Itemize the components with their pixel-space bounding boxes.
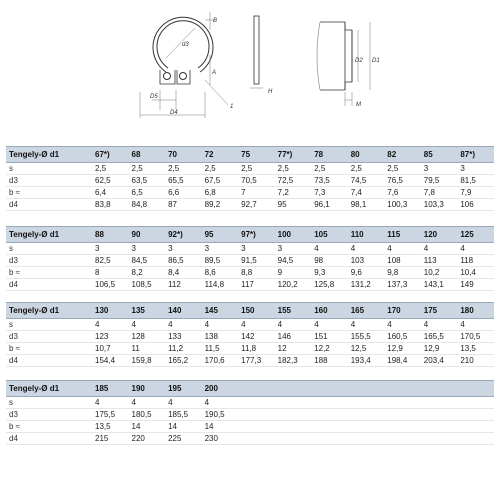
header-cell: 110 <box>348 227 385 243</box>
table-cell: 12,5 <box>348 343 385 355</box>
table-cell: 143,1 <box>421 279 458 291</box>
table-cell: 7,3 <box>311 187 348 199</box>
table-cell: 2,5 <box>165 163 202 175</box>
header-cell: 150 <box>238 303 275 319</box>
table-cell: 4 <box>421 243 458 255</box>
table-cell: 98,1 <box>348 199 385 211</box>
header-cell: 97*) <box>238 227 275 243</box>
header-cell: 115 <box>384 227 421 243</box>
table-row <box>6 421 494 433</box>
table-cell: 106,5 <box>92 279 129 291</box>
header-cell: Tengely-Ø d1 <box>6 147 92 163</box>
table-row <box>6 279 494 291</box>
table-cell: 220 <box>129 433 166 445</box>
table-cell: 114,8 <box>202 279 239 291</box>
dim-label-d5: D5 <box>150 94 158 100</box>
table-cell: 4 <box>238 319 275 331</box>
lug-hole-right <box>180 73 187 80</box>
table-cell: 112 <box>165 279 202 291</box>
table-cell: 2,5 <box>92 163 129 175</box>
table-cell: 128 <box>129 331 166 343</box>
table-cell: 14 <box>165 421 202 433</box>
table-cell: 73,5 <box>311 175 348 187</box>
table-cell: 215 <box>92 433 129 445</box>
table-cell: 96,1 <box>311 199 348 211</box>
table-cell: 94,5 <box>275 255 312 267</box>
spec-table-4 <box>6 380 494 445</box>
header-cell: 82 <box>384 147 421 163</box>
row-label: b ≈ <box>6 421 92 433</box>
table-cell: 84,5 <box>129 255 166 267</box>
table-cell: 7,2 <box>275 187 312 199</box>
header-cell: 130 <box>92 303 129 319</box>
table-cell: 3 <box>92 243 129 255</box>
table-cell: 4 <box>92 397 129 409</box>
header-cell: 67*) <box>92 147 129 163</box>
table-cell: 12 <box>275 343 312 355</box>
table-cell: 92,7 <box>238 199 275 211</box>
table-cell: 83,8 <box>92 199 129 211</box>
table-cell: 10,7 <box>92 343 129 355</box>
table-cell: 118 <box>457 255 494 267</box>
header-cell: 140 <box>165 303 202 319</box>
table-cell: 193,4 <box>348 355 385 367</box>
table-cell: 113 <box>421 255 458 267</box>
header-cell: 92*) <box>165 227 202 243</box>
spec-table-2 <box>6 226 494 291</box>
row-label: s <box>6 163 92 175</box>
dim-label-b: B <box>213 18 218 24</box>
table-cell: 160,5 <box>384 331 421 343</box>
table-cell: 4 <box>202 319 239 331</box>
table-cell: 106 <box>457 199 494 211</box>
table-cell: 177,3 <box>238 355 275 367</box>
table-cell: 146 <box>275 331 312 343</box>
table-cell: 8,6 <box>202 267 239 279</box>
table-cell: 11,8 <box>238 343 275 355</box>
table-header-row <box>6 303 494 319</box>
header-cell: 155 <box>275 303 312 319</box>
header-cell: 135 <box>129 303 166 319</box>
header-cell: 78 <box>311 147 348 163</box>
table-cell: 67,5 <box>202 175 239 187</box>
row-label: d4 <box>6 355 92 367</box>
table-cell: 4 <box>165 319 202 331</box>
table-cell: 165,5 <box>421 331 458 343</box>
table-cell: 182,3 <box>275 355 312 367</box>
table-cell: 98 <box>311 255 348 267</box>
table-cell: 175,5 <box>92 409 129 421</box>
table-cell: 2,5 <box>202 163 239 175</box>
table-cell: 131,2 <box>348 279 385 291</box>
table-cell: 84,8 <box>129 199 166 211</box>
table-cell: 14 <box>129 421 166 433</box>
header-cell: 85 <box>421 147 458 163</box>
table-cell: 2,5 <box>384 163 421 175</box>
dimension-lines <box>140 12 228 118</box>
table-row <box>6 163 494 175</box>
header-cell: 175 <box>421 303 458 319</box>
table-cell: 7,6 <box>384 187 421 199</box>
row-label: b ≈ <box>6 343 92 355</box>
table-cell: 65,5 <box>165 175 202 187</box>
table-cell: 12,2 <box>311 343 348 355</box>
table-cell: 91,5 <box>238 255 275 267</box>
table-cell: 3 <box>421 163 458 175</box>
technical-drawing <box>0 0 500 150</box>
table-row <box>6 409 494 421</box>
header-cell: 180 <box>457 303 494 319</box>
table-cell: 6,5 <box>129 187 166 199</box>
table-cell: 3 <box>129 243 166 255</box>
row-label: d4 <box>6 279 92 291</box>
header-cell: 125 <box>457 227 494 243</box>
table-cell: 4 <box>92 319 129 331</box>
table-cell: 7,8 <box>421 187 458 199</box>
table-cell: 142 <box>238 331 275 343</box>
table-cell: 8,4 <box>165 267 202 279</box>
table-row <box>6 433 494 445</box>
header-cell: 90 <box>129 227 166 243</box>
table-cell: 4 <box>457 243 494 255</box>
header-cell: 120 <box>421 227 458 243</box>
row-label: s <box>6 319 92 331</box>
header-cell: 165 <box>348 303 385 319</box>
table-cell: 159,8 <box>129 355 166 367</box>
table-cell: 9,6 <box>348 267 385 279</box>
table-cell: 11 <box>129 343 166 355</box>
row-label: d4 <box>6 199 92 211</box>
table-cell: 2,5 <box>348 163 385 175</box>
table-cell: 12,9 <box>421 343 458 355</box>
table-cell: 170,6 <box>202 355 239 367</box>
table-row <box>6 199 494 211</box>
table-cell: 2,5 <box>238 163 275 175</box>
table-cell: 10,2 <box>421 267 458 279</box>
table-cell: 2,5 <box>129 163 166 175</box>
table-cell: 120,2 <box>275 279 312 291</box>
table-cell: 4 <box>384 243 421 255</box>
header-cell: Tengely-Ø d1 <box>6 303 92 319</box>
table-row <box>6 319 494 331</box>
table-cell: 3 <box>238 243 275 255</box>
table-cell: 4 <box>129 319 166 331</box>
row-label: b ≈ <box>6 187 92 199</box>
dim-label-h: H <box>268 89 273 95</box>
table-cell: 138 <box>202 331 239 343</box>
circlip-side-view <box>250 16 263 88</box>
table-cell: 4 <box>457 319 494 331</box>
table-cell: 8 <box>92 267 129 279</box>
table-row <box>6 243 494 255</box>
table-cell: 13,5 <box>457 343 494 355</box>
spec-table-1 <box>6 146 494 211</box>
dim-label-1: 1 <box>230 104 234 110</box>
table-header-row <box>6 227 494 243</box>
header-cell: 170 <box>384 303 421 319</box>
table-cell: 133 <box>165 331 202 343</box>
table-cell: 123 <box>92 331 129 343</box>
table-cell: 82,5 <box>92 255 129 267</box>
header-cell: 72 <box>202 147 239 163</box>
header-cell: 190 <box>129 381 166 397</box>
table-cell: 79,5 <box>421 175 458 187</box>
table-cell: 125,8 <box>311 279 348 291</box>
header-cell: 70 <box>165 147 202 163</box>
table-cell: 4 <box>275 319 312 331</box>
table-cell: 2,5 <box>311 163 348 175</box>
table-cell: 13,5 <box>92 421 129 433</box>
table-cell: 225 <box>165 433 202 445</box>
table-cell: 7,4 <box>348 187 385 199</box>
table-cell: 11,5 <box>202 343 239 355</box>
table-cell: 74,5 <box>348 175 385 187</box>
table-cell: 62,5 <box>92 175 129 187</box>
table-cell: 117 <box>238 279 275 291</box>
header-cell: 145 <box>202 303 239 319</box>
table-row <box>6 343 494 355</box>
row-label: d4 <box>6 433 92 445</box>
table-cell: 108,5 <box>129 279 166 291</box>
header-cell: 185 <box>92 381 129 397</box>
table-row <box>6 187 494 199</box>
header-cell: 77*) <box>275 147 312 163</box>
table-row <box>6 355 494 367</box>
table-cell: 89,5 <box>202 255 239 267</box>
dim-label-d2: D2 <box>355 58 363 64</box>
dim-label-m: M <box>356 102 361 108</box>
header-cell: 200 <box>202 381 239 397</box>
table-cell: 3 <box>457 163 494 175</box>
header-cell: 195 <box>165 381 202 397</box>
header-cell: 160 <box>311 303 348 319</box>
table-cell: 198,4 <box>384 355 421 367</box>
row-label: s <box>6 397 92 409</box>
table-row <box>6 267 494 279</box>
table-cell: 3 <box>275 243 312 255</box>
dim-label-d4: D4 <box>170 110 178 116</box>
table-cell: 4 <box>165 397 202 409</box>
table-cell: 180,5 <box>129 409 166 421</box>
table-cell: 149 <box>457 279 494 291</box>
table-cell: 8,2 <box>129 267 166 279</box>
table-cell: 170,5 <box>457 331 494 343</box>
row-label: d3 <box>6 255 92 267</box>
header-cell: 105 <box>311 227 348 243</box>
table-cell: 230 <box>202 433 239 445</box>
table-cell: 70,5 <box>238 175 275 187</box>
table-cell: 137,3 <box>384 279 421 291</box>
header-cell: Tengely-Ø d1 <box>6 381 92 397</box>
table-cell: 9,8 <box>384 267 421 279</box>
header-cell: 100 <box>275 227 312 243</box>
table-cell: 4 <box>129 397 166 409</box>
header-cell: 87*) <box>457 147 494 163</box>
row-label: b ≈ <box>6 267 92 279</box>
dim-label-d3: d3 <box>182 42 189 48</box>
table-cell: 87 <box>165 199 202 211</box>
table-cell: 3 <box>202 243 239 255</box>
header-cell: 68 <box>129 147 166 163</box>
table-cell: 14 <box>202 421 239 433</box>
table-header-row <box>6 381 494 397</box>
row-label: d3 <box>6 409 92 421</box>
table-row <box>6 255 494 267</box>
table-cell: 108 <box>384 255 421 267</box>
lug-hole-left <box>164 73 171 80</box>
shaft-groove-view <box>317 22 370 106</box>
table-cell: 9,3 <box>311 267 348 279</box>
table-cell: 100,3 <box>384 199 421 211</box>
table-cell: 10,4 <box>457 267 494 279</box>
header-cell: 75 <box>238 147 275 163</box>
table-cell: 11,2 <box>165 343 202 355</box>
table-cell: 63,5 <box>129 175 166 187</box>
table-cell: 4 <box>348 243 385 255</box>
table-cell: 76,5 <box>384 175 421 187</box>
table-cell: 7 <box>238 187 275 199</box>
table-row <box>6 397 494 409</box>
circlip-front-view <box>153 17 213 84</box>
table-cell: 3 <box>165 243 202 255</box>
header-cell: 95 <box>202 227 239 243</box>
table-cell: 154,4 <box>92 355 129 367</box>
table-cell: 155,5 <box>348 331 385 343</box>
table-cell: 6,8 <box>202 187 239 199</box>
row-label: d3 <box>6 331 92 343</box>
header-cell: 80 <box>348 147 385 163</box>
table-header-row <box>6 147 494 163</box>
table-cell: 6,6 <box>165 187 202 199</box>
table-cell: 210 <box>457 355 494 367</box>
dim-label-a: A <box>212 70 217 76</box>
table-cell: 190,5 <box>202 409 239 421</box>
table-cell: 4 <box>348 319 385 331</box>
table-cell: 151 <box>311 331 348 343</box>
row-label: s <box>6 243 92 255</box>
header-cell: 88 <box>92 227 129 243</box>
table-cell: 86,5 <box>165 255 202 267</box>
table-cell: 72,5 <box>275 175 312 187</box>
table-cell: 4 <box>384 319 421 331</box>
table-cell: 188 <box>311 355 348 367</box>
dim-label-d1: D1 <box>372 58 380 64</box>
table-cell: 185,5 <box>165 409 202 421</box>
table-cell: 103 <box>348 255 385 267</box>
table-cell: 203,4 <box>421 355 458 367</box>
table-row <box>6 331 494 343</box>
table-cell: 89,2 <box>202 199 239 211</box>
table-row <box>6 175 494 187</box>
spec-table-3 <box>6 302 494 367</box>
table-cell: 81,5 <box>457 175 494 187</box>
table-cell: 7,9 <box>457 187 494 199</box>
table-cell: 6,4 <box>92 187 129 199</box>
table-cell: 2,5 <box>275 163 312 175</box>
header-cell: Tengely-Ø d1 <box>6 227 92 243</box>
row-label: d3 <box>6 175 92 187</box>
table-cell: 4 <box>421 319 458 331</box>
table-cell: 12,9 <box>384 343 421 355</box>
table-cell: 4 <box>311 243 348 255</box>
table-cell: 103,3 <box>421 199 458 211</box>
table-cell: 9 <box>275 267 312 279</box>
table-cell: 4 <box>311 319 348 331</box>
table-cell: 4 <box>202 397 239 409</box>
table-cell: 165,2 <box>165 355 202 367</box>
table-cell: 95 <box>275 199 312 211</box>
table-cell: 8,8 <box>238 267 275 279</box>
